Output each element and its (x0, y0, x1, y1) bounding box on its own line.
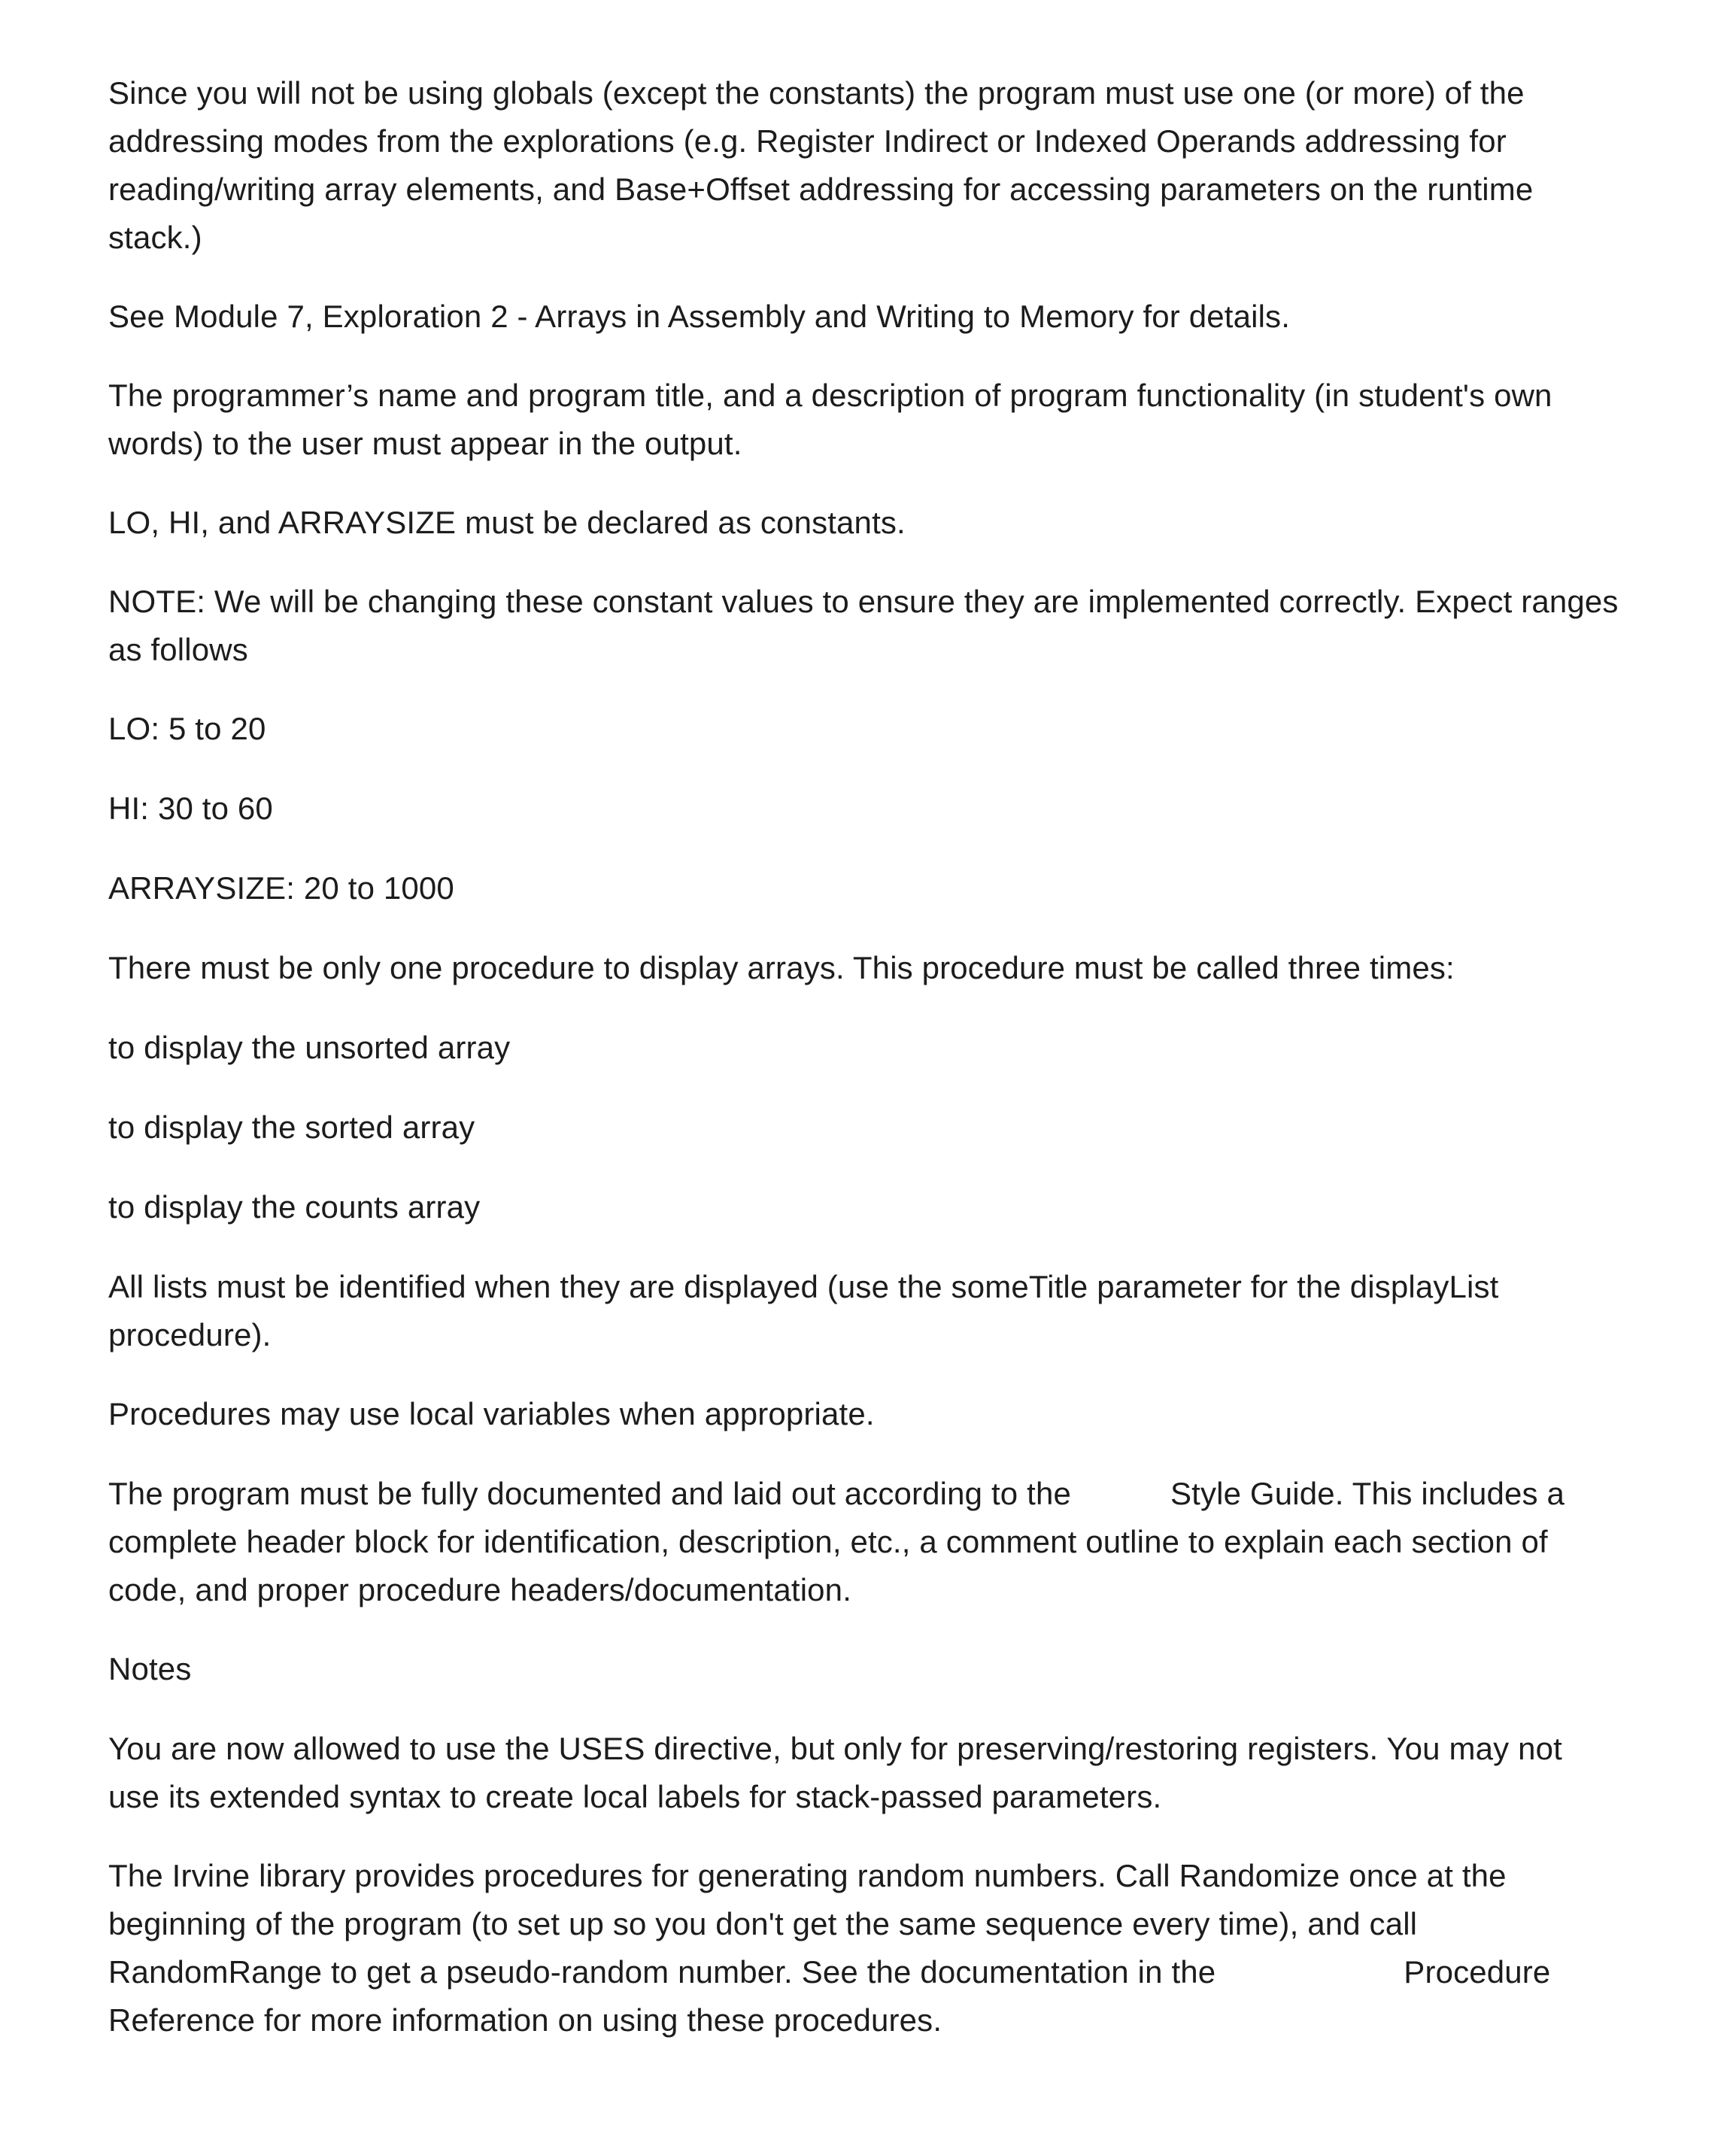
paragraph-note-ranges: NOTE: We will be changing these constant values to ensure they are implemented correctly. Expect ranges as follows (108, 584, 1619, 667)
paragraph-irvine-library (108, 1852, 1620, 2044)
paragraph-addressing-modes: Since you will not be using globals (except the constants) the program must use one (or more) of the addressing modes from the explorations (e.g. Register Indirect or Indexed Operands addressing for reading/writing array elements, and Base+Offset addressing for accessing parameters on the runtime stack.) (108, 75, 1534, 255)
irvine-text-start: The Irvine library provides procedures for generating random numbers. Call Randomize once at the beginning of the program (to set up so you don't get the same sequence every time), and call RandomRange to get a pseudo-random number. See the documentation in the (108, 1858, 1507, 1990)
range-lo: LO: 5 to 20 (108, 711, 266, 746)
range-hi: HI: 30 to 60 (108, 791, 273, 826)
paragraph-constants: LO, HI, and ARRAYSIZE must be declared as constants. (108, 505, 906, 540)
paragraph-module-reference: See Module 7, Exploration 2 - Arrays in Assembly and Writing to Memory for details. (108, 299, 1291, 334)
list-item-sorted: to display the sorted array (108, 1109, 475, 1145)
list-item-unsorted: to display the unsorted array (108, 1030, 511, 1065)
paragraph-output-requirements: The programmer’s name and program title, and a description of program functionality (in student's own words) to the user must appear in the output. (108, 378, 1552, 461)
section-heading-notes: Notes (108, 1651, 192, 1686)
document-body (108, 69, 1620, 2075)
paragraph-style-guide (108, 1470, 1620, 1614)
paragraph-local-variables: Procedures may use local variables when appropriate. (108, 1396, 875, 1431)
paragraph-list-titles: All lists must be identified when they are displayed (use the someTitle parameter for the displayList procedure). (108, 1269, 1499, 1352)
irvine-text-end: Procedure Reference for more information on using these procedures. (108, 1954, 1551, 2038)
paragraph-display-procedure: There must be only one procedure to display arrays. This procedure must be called three times: (108, 950, 1455, 985)
style-guide-text-end: Style Guide. This includes a complete header block for identification, description, etc., a comment outline to explain each section of code, and proper procedure headers/documentation. (108, 1476, 1565, 1607)
style-guide-text-start: The program must be fully documented and laid out according to the (108, 1476, 1071, 1511)
list-item-counts: to display the counts array (108, 1189, 481, 1225)
range-arraysize: ARRAYSIZE: 20 to 1000 (108, 870, 454, 906)
paragraph-uses-directive: You are now allowed to use the USES directive, but only for preserving/restoring registers. You may not use its extended syntax to create local labels for stack-passed parameters. (108, 1731, 1562, 1814)
